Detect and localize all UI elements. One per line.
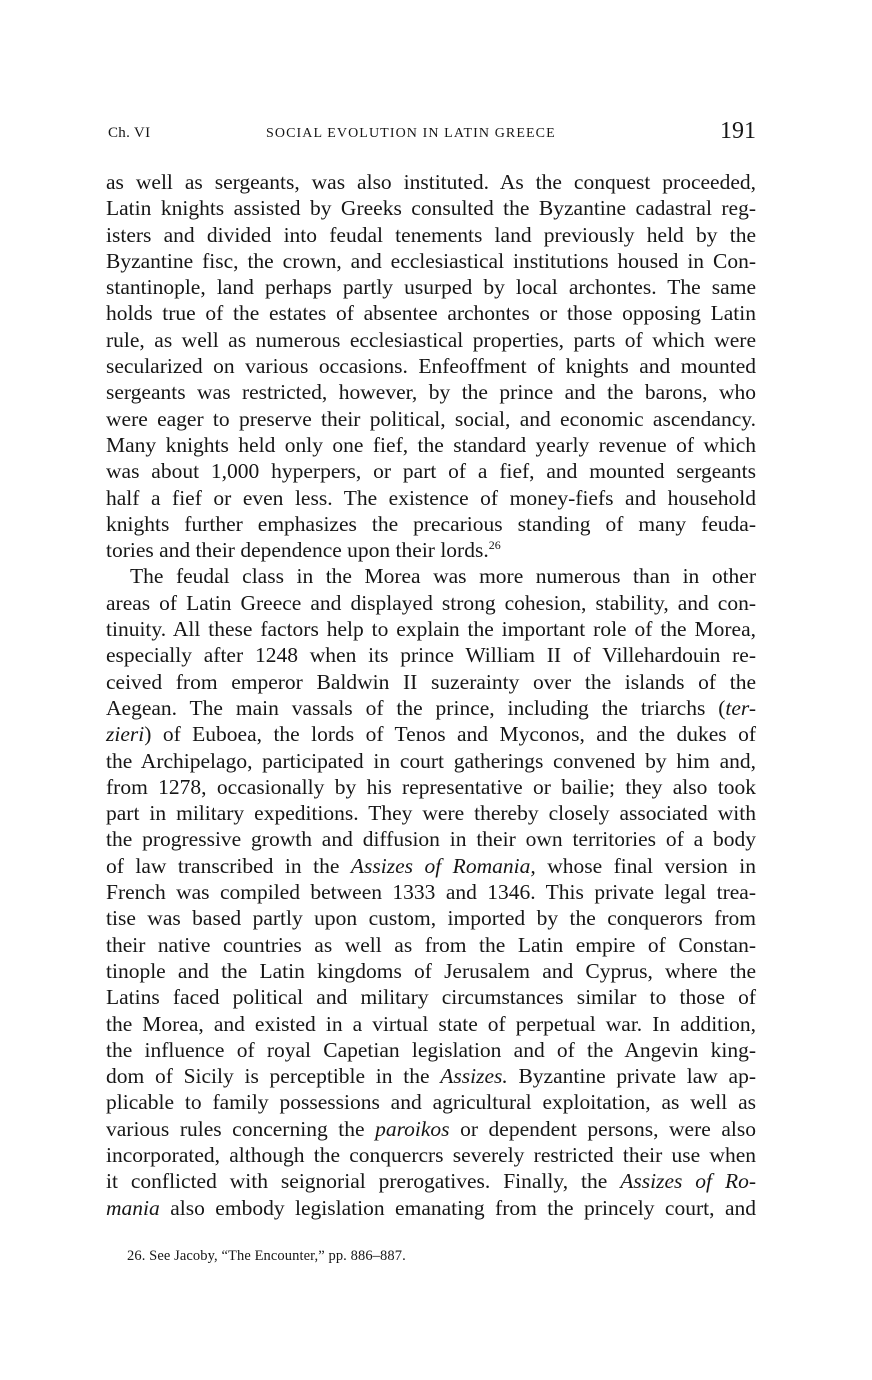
- text-line: their native countries as well as from the Latin empire of Constan-: [106, 932, 756, 957]
- text-run: Aegean. The main vassals of the prince, including the triarchs (: [106, 695, 726, 720]
- footnote: 26. See Jacoby, “The Encounter,” pp. 886–887.: [127, 1248, 406, 1264]
- text-line: French was compiled between 1333 and 1346. This private legal trea-: [106, 880, 756, 905]
- text-run: also embody legislation emanating from the princely court, and: [159, 1195, 756, 1220]
- text-line: were eager to preserve their political, social, and economic ascendancy.: [106, 406, 756, 431]
- text-line: [106, 1116, 756, 1142]
- text-line: [106, 695, 756, 721]
- text-line: [106, 537, 756, 563]
- text-line: isters and divided into feudal tenements land previously held by the: [106, 222, 756, 247]
- running-title: SOCIAL EVOLUTION IN LATIN GREECE: [266, 126, 556, 141]
- page-number: 191: [720, 118, 756, 144]
- italic-title: Assizes of Romania,: [350, 853, 536, 878]
- text-line: [106, 1168, 756, 1194]
- italic-term: paroikos: [375, 1116, 450, 1141]
- paragraph-2: [106, 563, 756, 1220]
- italic-title: Assizes of Ro-: [620, 1169, 756, 1194]
- text-run: of law transcribed in the: [106, 853, 351, 878]
- text-line: The feudal class in the Morea was more numerous than in other: [130, 564, 756, 589]
- body-text: [106, 169, 756, 1221]
- italic-title: Assizes.: [440, 1064, 508, 1089]
- text-run: whose final version in: [535, 853, 756, 878]
- text-line: the Morea, and existed in a virtual state of perpetual war. In addition,: [106, 1011, 756, 1036]
- text-line: part in military expeditions. They were thereby closely associated with: [106, 801, 756, 826]
- text-line: sergeants was restricted, however, by the prince and the barons, who: [106, 380, 756, 405]
- text-run: or dependent persons, were also: [449, 1116, 756, 1141]
- text-line: especially after 1248 when its prince William II of Villehardouin re-: [106, 643, 756, 668]
- text-line: [106, 721, 756, 747]
- text-run: Byzantine private law ap-: [507, 1064, 756, 1089]
- paragraph-1: [106, 169, 756, 563]
- text-run: ) of Euboea, the lords of Tenos and Myconos, and the dukes of: [144, 722, 756, 747]
- text-line: tinople and the Latin kingdoms of Jerusalem and Cyprus, where the: [106, 958, 756, 983]
- text-line: Many knights held only one fief, the standard yearly revenue of which: [106, 432, 756, 457]
- text-line: stantinople, land perhaps partly usurped by local archontes. The same: [106, 275, 756, 300]
- chapter-label: Ch. VI: [108, 125, 151, 141]
- text-line: the progressive growth and diffusion in their own territories of a body: [106, 827, 756, 852]
- text-run: various rules concerning the: [106, 1116, 376, 1141]
- text-line: Latin knights assisted by Greeks consulted the Byzantine cadastral reg-: [106, 196, 756, 221]
- running-header: [108, 118, 756, 152]
- text-line: ceived from emperor Baldwin II suzerainty over the islands of the: [106, 669, 756, 694]
- text-line: Latins faced political and military circumstances similar to those of: [106, 985, 756, 1010]
- text-line: was about 1,000 hyperpers, or part of a fief, and mounted sergeants: [106, 459, 756, 484]
- text-line: rule, as well as numerous ecclesiastical properties, parts of which were: [106, 327, 756, 352]
- text-run: dom of Sicily is perceptible in the: [106, 1064, 441, 1089]
- italic-title: mania: [106, 1195, 160, 1220]
- text-line: half a fief or even less. The existence of money-fiefs and household: [106, 485, 756, 510]
- text-line: tise was based partly upon custom, imported by the conquerors from: [106, 906, 756, 931]
- text-line: as well as sergeants, was also instituted. As the conquest proceeded,: [106, 170, 756, 194]
- text-line: [106, 1195, 756, 1221]
- text-line: areas of Latin Greece and displayed strong cohesion, stability, and con-: [106, 590, 756, 615]
- footnote-reference: 26: [488, 538, 501, 553]
- text-run: it conflicted with seignorial prerogatives. Finally, the: [106, 1169, 621, 1194]
- text-line: tinuity. All these factors help to explain the important role of the Morea,: [106, 617, 756, 642]
- italic-term: ter-: [725, 695, 756, 720]
- text-run: tories and their dependence upon their lords.: [106, 538, 489, 563]
- text-line: knights further emphasizes the precarious standing of many feuda-: [106, 511, 756, 536]
- text-line: plicable to family possessions and agricultural exploitation, as well as: [106, 1090, 756, 1115]
- text-line: the Archipelago, participated in court gatherings convened by him and,: [106, 748, 756, 773]
- text-line: [106, 1063, 756, 1089]
- text-line: secularized on various occasions. Enfeoffment of knights and mounted: [106, 354, 756, 379]
- text-line: Byzantine fisc, the crown, and ecclesiastical institutions housed in Con-: [106, 248, 756, 273]
- text-line: the influence of royal Capetian legislation and of the Angevin king-: [106, 1037, 756, 1062]
- text-line: holds true of the estates of absentee archontes or those opposing Latin: [106, 301, 756, 326]
- text-line: from 1278, occasionally by his representative or bailie; they also took: [106, 774, 756, 799]
- italic-term: zieri: [106, 722, 145, 747]
- text-line: incorporated, although the conquercrs severely restricted their use when: [106, 1142, 756, 1167]
- text-line: [106, 853, 756, 879]
